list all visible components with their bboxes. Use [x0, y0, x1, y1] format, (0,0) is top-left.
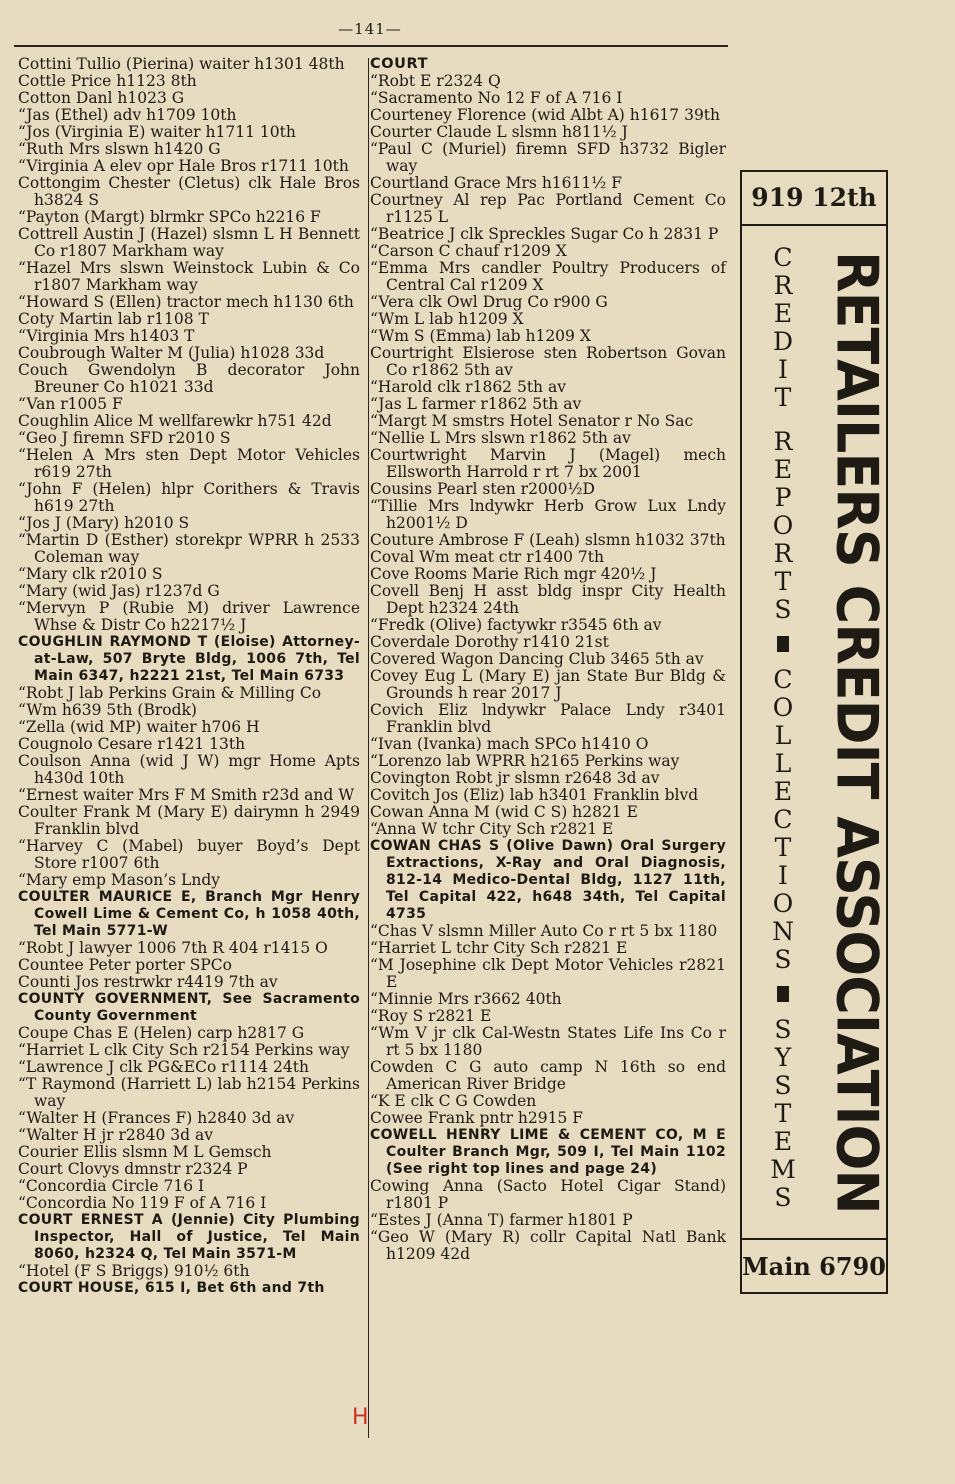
- column-heading: COURT: [370, 56, 429, 72]
- page-number: —141—: [338, 20, 402, 38]
- directory-entry: COURT HOUSE, 615 I, Bet 6th and 7th: [18, 1280, 325, 1296]
- directory-entry: Cove Rooms Marie Rich mgr 420½ J: [370, 565, 657, 583]
- directory-entry: Countee Peter porter SPCo: [18, 956, 232, 974]
- directory-entry: “Harold clk r1862 5th av: [370, 378, 566, 396]
- directory-entry: “Anna W tchr City Sch r2821 E: [370, 820, 614, 838]
- directory-entry: Covell Benj H asst bldg inspr City Health Dept h2324 24th: [370, 582, 726, 617]
- directory-entry: “Concordia No 119 F of A 716 I: [18, 1194, 267, 1212]
- directory-entry: COULTER MAURICE E, Branch Mgr Henry Cowell Lime & Cement Co, h 1058 40th, Tel Main 5771-W: [18, 889, 360, 939]
- directory-entry: “Van r1005 F: [18, 395, 123, 413]
- directory-entry: Coval Wm meat ctr r1400 7th: [370, 548, 604, 566]
- directory-entry: Coverdale Dorothy r1410 21st: [370, 633, 609, 651]
- directory-entry: “Walter H (Frances F) h2840 3d av: [18, 1109, 295, 1127]
- directory-entry: Covington Robt jr slsmn r2648 3d av: [370, 769, 660, 787]
- directory-entry: “Jos J (Mary) h2010 S: [18, 514, 190, 532]
- directory-entry: “Howard S (Ellen) tractor mech h1130 6th: [18, 293, 354, 311]
- directory-entry: Courter Claude L slsmn h811½ J: [370, 123, 628, 141]
- directory-entry: Courtney Al rep Pac Portland Cement Co r1125 L: [370, 191, 726, 226]
- directory-entry: “Geo W (Mary R) collr Capital Natl Bank h1209 42d: [370, 1228, 726, 1263]
- directory-entry: “Hotel (F S Briggs) 910½ 6th: [18, 1262, 250, 1280]
- directory-entry: “Carson C chauf r1209 X: [370, 242, 567, 260]
- directory-entry: Courteney Florence (wid Albt A) h1617 39th: [370, 106, 721, 124]
- directory-entry: “Wm V jr clk Cal-Westn States Life Ins Co r rt 5 bx 1180: [370, 1024, 726, 1059]
- directory-entry: Couch Gwendolyn B decorator John Breuner Co h1021 33d: [18, 361, 360, 396]
- directory-entry: “Minnie Mrs r3662 40th: [370, 990, 562, 1008]
- directory-entry: “K E clk C G Cowden: [370, 1092, 537, 1110]
- directory-entry: “Sacramento No 12 F of A 716 I: [370, 89, 623, 107]
- ad-services: [762, 244, 804, 1220]
- directory-entry: “Emma Mrs candler Poultry Producers of Central Cal r1209 X: [370, 259, 726, 294]
- directory-entry: “Hazel Mrs slswn Weinstock Lubin & Co r1807 Markham way: [18, 259, 360, 294]
- directory-entry: Cotton Danl h1023 G: [18, 89, 185, 107]
- directory-entry: “Mary emp Mason’s Lndy: [18, 871, 220, 889]
- left-column: [18, 56, 360, 1297]
- directory-entry: “Walter H jr r2840 3d av: [18, 1126, 213, 1144]
- directory-entry: Cowing Anna (Sacto Hotel Cigar Stand) r1801 P: [370, 1177, 726, 1212]
- middle-column: [370, 56, 726, 1263]
- directory-entry: Cottini Tullio (Pierina) waiter h1301 48th: [18, 55, 345, 73]
- directory-entry: “Mary clk r2010 S: [18, 565, 163, 583]
- directory-entry: Couture Ambrose F (Leah) slsmn h1032 37th: [370, 531, 726, 549]
- directory-entry: “Paul C (Muriel) firemn SFD h3732 Bigler way: [370, 140, 726, 175]
- directory-entry: “Vera clk Owl Drug Co r900 G: [370, 293, 608, 311]
- directory-entry: Courtwright Marvin J (Magel) mech Ellsworth Harrold r rt 7 bx 2001: [370, 446, 726, 481]
- directory-entry: Cousins Pearl sten r2000½D: [370, 480, 595, 498]
- directory-entry: “Virginia Mrs h1403 T: [18, 327, 195, 345]
- directory-entry: COWAN CHAS S (Olive Dawn) Oral Surgery Extractions, X-Ray and Oral Diagnosis, 812-14 Medico-Dental Bldg, 1127 11th, Tel Capital 422, h648 34th, Tel Capital 4735: [370, 838, 726, 922]
- directory-entry: “Concordia Circle 716 I: [18, 1177, 205, 1195]
- directory-entry: “Estes J (Anna T) farmer h1801 P: [370, 1211, 633, 1229]
- directory-entry: “Harriet L tchr City Sch r2821 E: [370, 939, 628, 957]
- directory-entry: Covich Eliz lndywkr Palace Lndy r3401 Franklin blvd: [370, 701, 726, 736]
- directory-entry: COURT ERNEST A (Jennie) City Plumbing Inspector, Hall of Justice, Tel Main 8060, h2324 Q, Tel Main 3571-M: [18, 1212, 360, 1262]
- directory-entry: “Robt J lab Perkins Grain & Milling Co: [18, 684, 322, 702]
- directory-entry: “Harriet L clk City Sch r2154 Perkins way: [18, 1041, 350, 1059]
- advertisement-box: [740, 170, 888, 1294]
- directory-entry: “Ernest waiter Mrs F M Smith r23d and W: [18, 786, 355, 804]
- ad-divider-top: [742, 224, 886, 226]
- directory-entry: “Wm S (Emma) lab h1209 X: [370, 327, 591, 345]
- directory-entry: “Fredk (Olive) factywkr r3545 6th av: [370, 616, 662, 634]
- directory-entry: Cougnolo Cesare r1421 13th: [18, 735, 246, 753]
- directory-entry: “Ivan (Ivanka) mach SPCo h1410 O: [370, 735, 649, 753]
- directory-entry: Covitch Jos (Eliz) lab h3401 Franklin blvd: [370, 786, 699, 804]
- ad-separator-bar: [777, 986, 789, 1002]
- directory-entry: Coubrough Walter M (Julia) h1028 33d: [18, 344, 325, 362]
- directory-entry: “Roy S r2821 E: [370, 1007, 492, 1025]
- directory-entry: Courier Ellis slsmn M L Gemsch: [18, 1143, 272, 1161]
- directory-entry: “Jos (Virginia E) waiter h1711 10th: [18, 123, 296, 141]
- directory-entry: “Zella (wid MP) waiter h706 H: [18, 718, 260, 736]
- ad-address: 919 12th: [751, 182, 877, 212]
- directory-entry: “Lorenzo lab WPRR h2165 Perkins way: [370, 752, 680, 770]
- directory-entry: “Jas (Ethel) adv h1709 10th: [18, 106, 237, 124]
- directory-entry: “John F (Helen) hlpr Corithers & Travis h619 27th: [18, 480, 360, 515]
- directory-entry: “Geo J firemn SFD r2010 S: [18, 429, 231, 447]
- directory-entry: Cottrell Austin J (Hazel) slsmn L H Bennett Co r1807 Markham way: [18, 225, 360, 260]
- directory-entry: Counti Jos restrwkr r4419 7th av: [18, 973, 278, 991]
- directory-entry: “Margt M smstrs Hotel Senator r No Sac: [370, 412, 694, 430]
- directory-entry: “Helen A Mrs sten Dept Motor Vehicles r619 27th: [18, 446, 360, 481]
- directory-entry: “Lawrence J clk PG&ECo r1114 24th: [18, 1058, 309, 1076]
- directory-entry: “M Josephine clk Dept Motor Vehicles r2821 E: [370, 956, 726, 991]
- directory-entry: Courtland Grace Mrs h1611½ F: [370, 174, 622, 192]
- directory-entry: COUNTY GOVERNMENT, See Sacramento County Government: [18, 991, 360, 1024]
- directory-entry: Coulson Anna (wid J W) mgr Home Apts h430d 10th: [18, 752, 360, 787]
- directory-entry: “T Raymond (Harriett L) lab h2154 Perkins way: [18, 1075, 360, 1110]
- directory-entry: Cottongim Chester (Cletus) clk Hale Bros h3824 S: [18, 174, 360, 209]
- column-divider: [368, 58, 369, 1438]
- directory-entry: “Harvey C (Mabel) buyer Boyd’s Dept Store r1007 6th: [18, 837, 360, 872]
- top-rule: [14, 45, 728, 47]
- directory-entry: Cowee Frank pntr h2915 F: [370, 1109, 584, 1127]
- directory-entry: Courtright Elsierose sten Robertson Govan Co r1862 5th av: [370, 344, 726, 379]
- directory-entry: “Ruth Mrs slswn h1420 G: [18, 140, 221, 158]
- directory-entry: “Wm h639 5th (Brodk): [18, 701, 197, 719]
- directory-entry: COWELL HENRY LIME & CEMENT CO, M E Coulter Branch Mgr, 509 I, Tel Main 1102 (See right top lines and page 24): [370, 1127, 726, 1177]
- ad-separator-bar: [777, 636, 789, 652]
- directory-entry: “Jas L farmer r1862 5th av: [370, 395, 582, 413]
- directory-entry: “Tillie Mrs lndywkr Herb Grow Lux Lndy h2001½ D: [370, 497, 726, 532]
- ad-service-word: S Y S T E M S: [770, 1015, 796, 1212]
- directory-entry: Coty Martin lab r1108 T: [18, 310, 209, 328]
- directory-entry: Cowan Anna M (wid C S) h2821 E: [370, 803, 638, 821]
- directory-entry: “Robt E r2324 Q: [370, 72, 501, 90]
- directory-entry: “Beatrice J clk Spreckles Sugar Co h 2831 P: [370, 225, 719, 243]
- directory-entry: Court Clovys dmnstr r2324 P: [18, 1160, 248, 1178]
- directory-entry: Covered Wagon Dancing Club 3465 5th av: [370, 650, 704, 668]
- directory-entry: “Payton (Margt) blrmkr SPCo h2216 F: [18, 208, 321, 226]
- directory-entry: Cowden C G auto camp N 16th so end American River Bridge: [370, 1058, 726, 1093]
- directory-entry: “Nellie L Mrs slswn r1862 5th av: [370, 429, 631, 447]
- directory-entry: Covey Eug L (Mary E) jan State Bur Bldg & Grounds h rear 2017 J: [370, 667, 726, 702]
- directory-entry: Coupe Chas E (Helen) carp h2817 G: [18, 1024, 305, 1042]
- directory-entry: COUGHLIN RAYMOND T (Eloise) Attorney-at-Law, 507 Bryte Bldg, 1006 7th, Tel Main 6347, h2221 21st, Tel Main 6733: [18, 634, 360, 684]
- directory-entry: Coughlin Alice M wellfarewkr h751 42d: [18, 412, 332, 430]
- directory-entry: “Wm L lab h1209 X: [370, 310, 524, 328]
- directory-entry: “Chas V slsmn Miller Auto Co r rt 5 bx 1180: [370, 922, 718, 940]
- ad-service-word: C O L L E C T I O N S: [772, 665, 794, 974]
- ad-phone: Main 6790: [742, 1251, 886, 1281]
- directory-entry: “Mervyn P (Rubie M) driver Lawrence Whse & Distr Co h2217½ J: [18, 599, 360, 634]
- ad-company-name: RETAILERS CREDIT ASSOCIATION: [823, 250, 890, 1214]
- directory-entry: Cottle Price h1123 8th: [18, 72, 197, 90]
- ad-service-word: R E P O R T S: [772, 427, 794, 624]
- directory-entry: Coulter Frank M (Mary E) dairymn h 2949 Franklin blvd: [18, 803, 360, 838]
- ad-service-word: C R E D I T: [772, 243, 794, 412]
- margin-mark: H: [352, 1405, 369, 1430]
- directory-entry: “Virginia A elev opr Hale Bros r1711 10th: [18, 157, 349, 175]
- directory-entry: “Robt J lawyer 1006 7th R 404 r1415 O: [18, 939, 328, 957]
- directory-entry: “Martin D (Esther) storekpr WPRR h 2533 Coleman way: [18, 531, 360, 566]
- directory-entry: “Mary (wid Jas) r1237d G: [18, 582, 220, 600]
